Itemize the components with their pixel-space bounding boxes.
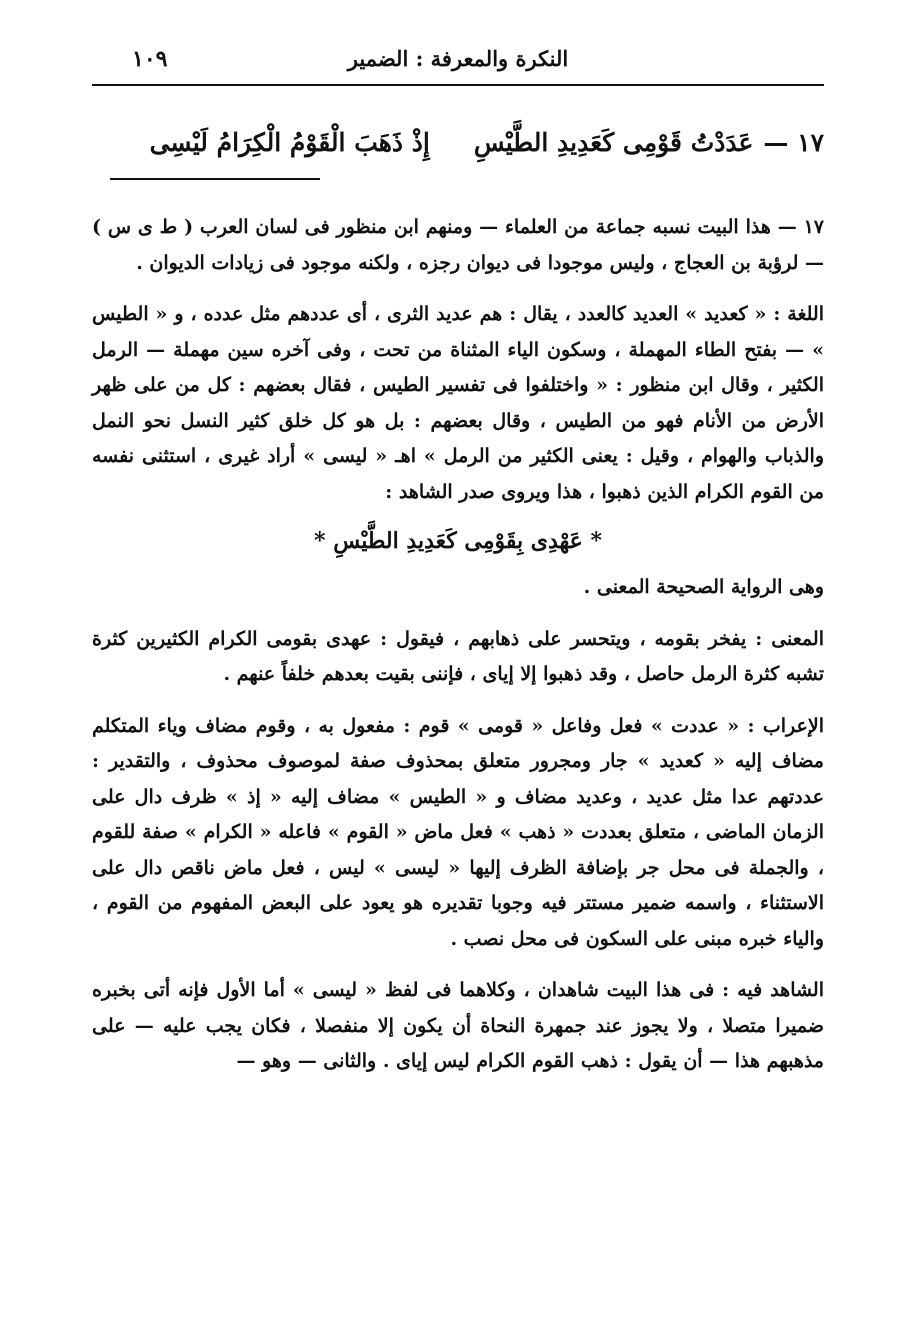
attribution-paragraph: ١٧ — هذا البيت نسبه جماعة من العلماء — ومنهم ابن منظور فى لسان العرب ( ط ى س ) — لرؤبة بن العجاج ، وليس موجودا فى ديوان رجزه ، ولكنه موجود فى زيادات الديوان . (92, 216, 824, 274)
footnote-divider (92, 170, 824, 188)
verse-line (92, 114, 824, 170)
maana-paragraph: المعنى : يفخر بقومه ، ويتحسر على ذهابهم ، فيقول : عهدى بقومى الكرام الكثيرين كثرة تشبه كثرة الرمل حاصل ، وقد ذهبوا إلا إياى ، فإننى بقيت بعدهم خلفاً عنهم . (92, 627, 824, 685)
running-header (92, 32, 824, 86)
page-number: ١٠٩ (132, 46, 168, 72)
chapter-title: النكرة والمعرفة : الضمير (347, 45, 569, 71)
first-hemistich: عَدَدْتُ قَوْمِى كَعَدِيدِ الطَّيْسِ (473, 127, 754, 157)
irab-paragraph: الإعراب : « عددت » فعل وفاعل « قومى » قوم : مفعول به ، وقوم مضاف وياء المتكلم مضاف إليه « كعديد » جار ومجرور متعلق بمحذوف صفة لموصوف محذوف ، والتقدير : عددتهم عدا مثل عديد ، وعديد مضاف و « الطيس » مضاف إليه « إذ » ظرف دال على الزمان الماضى ، متعلق بعددت « ذهب » فعل ماض « القوم » فاعله « الكرام » صفة للقوم ، والجملة فى محل جر بإضافة الظرف إليها « ليسى » ليس ، فعل ماض ناقص دال على الاستثناء ، واسمه ضمير مستتر فيه وجوبا تقديره هو يعود على البعض المفهوم من القوم ، والياء خبره مبنى على السكون فى محل نصب . (92, 714, 824, 950)
lugha-paragraph: اللغة : « كعديد » العديد كالعدد ، يقال : هم عديد الثرى ، أى عددهم مثل عدده ، و « الطيس » — بفتح الطاء المهملة ، وسكون الياء المثناة من تحت ، وفى آخره سين مهملة — الرمل الكثير ، وقال ابن منظور : « واختلفوا فى تفسير الطيس ، فقال بعضهم : كل من على ظهر الأرض من الأنام فهو من الطيس ، وقال بعضهم : بل هو كل خلق كثير النسل نحو النمل والذباب والهوام ، وقيل : يعنى الكثير من الرمل » اهـ « ليسى » أراد غيرى ، استثنى نفسه من القوم الكرام الذين ذهبوا ، هذا ويروى صدر الشاهد : (92, 303, 824, 503)
divider-line (110, 178, 320, 180)
alternate-verse: * عَهْدِى بِقَوْمِى كَعَدِيدِ الطَّيْسِ * (314, 528, 602, 554)
alternate-note: وهى الرواية الصحيحة المعنى . (583, 576, 824, 598)
book-page (92, 32, 824, 1322)
verse-number: ١٧ — (763, 127, 824, 157)
shahid-paragraph: الشاهد فيه : فى هذا البيت شاهدان ، وكلاهما فى لفظ « ليسى » أما الأول فإنه أتى بخبره ضميرا متصلا ، ولا يجوز عند جمهرة النحاة أن يكون إلا منفصلا ، فكان يجب عليه — على مذهبهم هذا — أن يقول : ذهب القوم الكرام ليس إياى . والثانى — وهو — (92, 979, 824, 1072)
second-hemistich: إِذْ ذَهَبَ الْقَوْمُ الْكِرَامُ لَيْسِى (149, 127, 430, 157)
